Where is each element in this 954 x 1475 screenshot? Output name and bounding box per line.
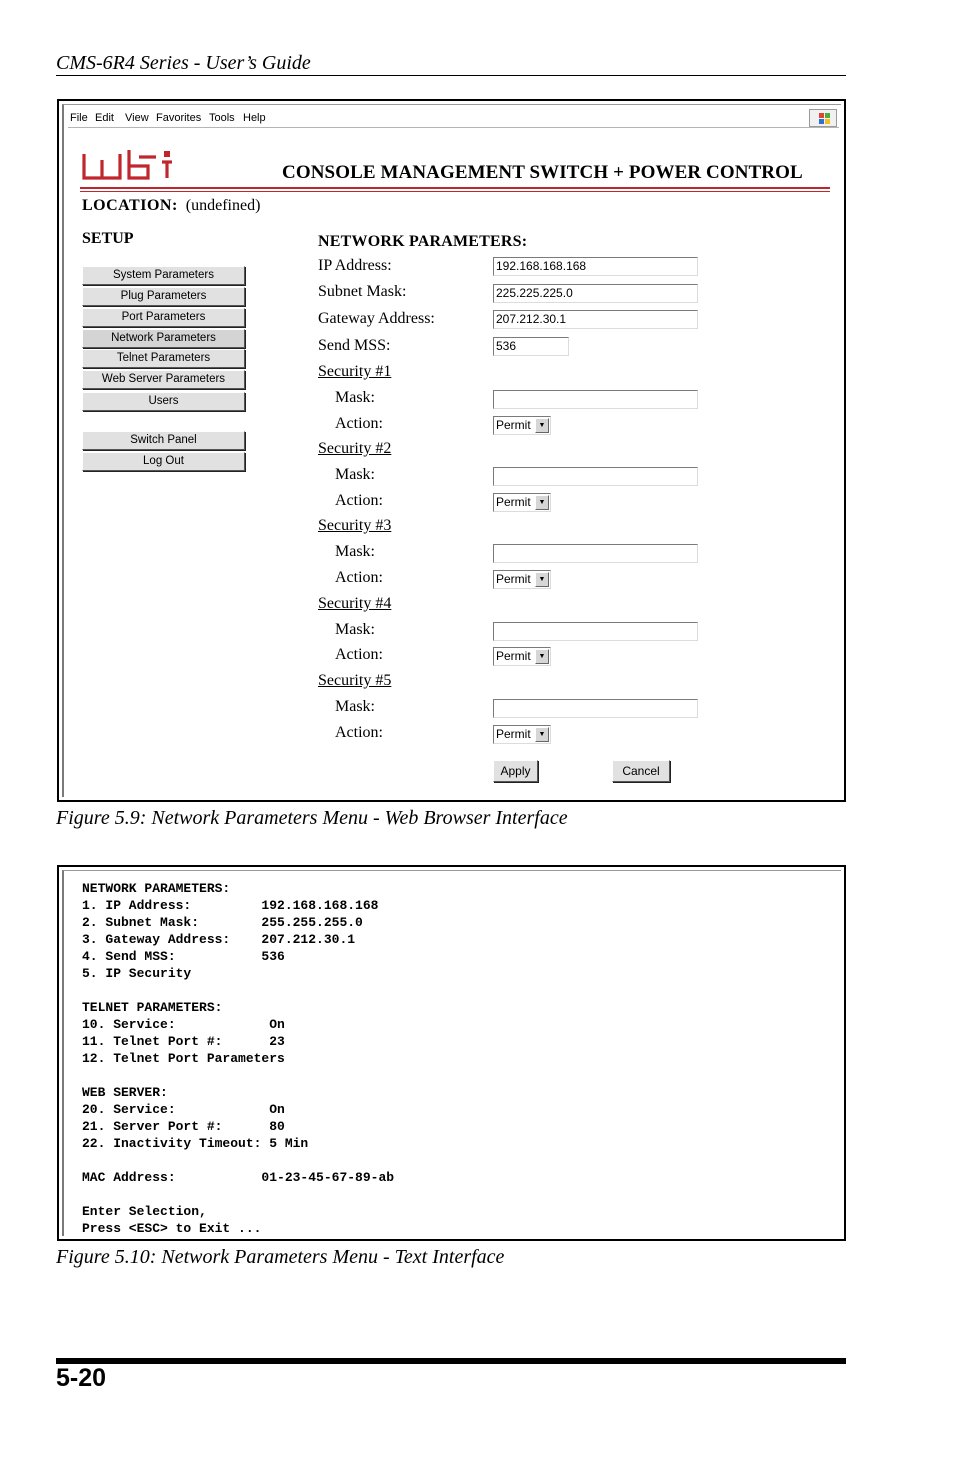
security-4-mask-label: Mask: <box>335 621 375 638</box>
security-1-action-label: Action: <box>335 415 383 432</box>
security-1-mask-label: Mask: <box>335 389 375 406</box>
app-title: CONSOLE MANAGEMENT SWITCH + POWER CONTROL <box>282 162 803 183</box>
security-3-label: Security #3 <box>318 517 392 534</box>
security-1-mask-input[interactable] <box>493 390 698 409</box>
dropdown-arrow-icon[interactable]: ▼ <box>535 572 549 587</box>
nav-log-out[interactable]: Log Out <box>82 452 245 471</box>
gateway-address-label: Gateway Address: <box>318 310 435 327</box>
nav-network-parameters[interactable]: Network Parameters <box>82 329 245 348</box>
dropdown-arrow-icon[interactable]: ▼ <box>535 418 549 433</box>
security-2-action-select[interactable] <box>493 493 551 512</box>
security-5-action-select[interactable] <box>493 725 551 744</box>
security-3-action-label: Action: <box>335 569 383 586</box>
figure-caption-web: Figure 5.9: Network Parameters Menu - Web Browser Interface <box>56 807 568 829</box>
wti-logo-icon <box>82 148 178 184</box>
ip-address-label: IP Address: <box>318 257 392 274</box>
nav-telnet-parameters[interactable]: Telnet Parameters <box>82 349 245 368</box>
title-rule <box>80 187 830 189</box>
security-2-action-label: Action: <box>335 492 383 509</box>
running-head: CMS-6R4 Series - User’s Guide <box>56 52 311 74</box>
figure-caption-text: Figure 5.10: Network Parameters Menu - Text Interface <box>56 1246 505 1268</box>
nav-plug-parameters[interactable]: Plug Parameters <box>82 287 245 306</box>
location-line <box>82 197 260 215</box>
page-number: 5-20 <box>56 1364 107 1392</box>
security-2-mask-input[interactable] <box>493 467 698 486</box>
nav-web-server-parameters[interactable]: Web Server Parameters <box>82 370 245 389</box>
security-5-action-label: Action: <box>335 724 383 741</box>
send-mss-input[interactable]: 536 <box>493 337 569 356</box>
subnet-mask-label: Subnet Mask: <box>318 283 407 300</box>
security-3-mask-input[interactable] <box>493 544 698 563</box>
nav-system-parameters[interactable]: System Parameters <box>82 266 245 285</box>
menu-help[interactable]: Help <box>243 112 266 124</box>
menu-view[interactable]: View <box>125 112 149 124</box>
header-rule <box>56 75 846 76</box>
terminal-line: 11. Telnet Port #: 23 <box>82 1034 285 1049</box>
terminal-line: 5. IP Security <box>82 966 192 981</box>
ip-address-input[interactable]: 192.168.168.168 <box>493 257 698 276</box>
security-2-action-value: Permit <box>496 495 531 509</box>
network-parameters-heading: NETWORK PARAMETERS: <box>318 233 528 250</box>
terminal-line <box>82 982 394 999</box>
apply-button[interactable]: Apply <box>493 760 538 782</box>
terminal-line: 21. Server Port #: 80 <box>82 1119 285 1134</box>
security-4-action-label: Action: <box>335 646 383 663</box>
security-3-action-select[interactable] <box>493 570 551 589</box>
security-1-action-select[interactable] <box>493 416 551 435</box>
menu-favorites[interactable]: Favorites <box>156 112 202 124</box>
security-5-mask-label: Mask: <box>335 698 375 715</box>
terminal-line: 3. Gateway Address: 207.212.30.1 <box>82 932 356 947</box>
security-5-mask-input[interactable] <box>493 699 698 718</box>
security-3-action-value: Permit <box>496 572 531 586</box>
dropdown-arrow-icon[interactable]: ▼ <box>535 649 549 664</box>
nav-port-parameters[interactable]: Port Parameters <box>82 308 245 327</box>
send-mss-label: Send MSS: <box>318 337 391 354</box>
terminal-line: 4. Send MSS: 536 <box>82 949 285 964</box>
gateway-address-input[interactable]: 207.212.30.1 <box>493 310 698 329</box>
terminal-line: WEB SERVER: <box>82 1085 168 1100</box>
terminal-line: Press <ESC> to Exit ... <box>82 1221 262 1236</box>
terminal-line <box>82 1067 394 1084</box>
terminal-line <box>82 1152 394 1169</box>
terminal-line: 20. Service: On <box>82 1102 285 1117</box>
security-4-label: Security #4 <box>318 595 392 612</box>
subnet-mask-input[interactable]: 225.225.225.0 <box>493 284 698 303</box>
browser-window <box>57 99 846 802</box>
browser-frame <box>62 104 841 797</box>
windows-flag-icon <box>809 109 837 127</box>
terminal-line: TELNET PARAMETERS: <box>82 1000 223 1015</box>
security-1-label: Security #1 <box>318 363 392 380</box>
terminal-line: 10. Service: On <box>82 1017 285 1032</box>
terminal-frame <box>62 870 841 1236</box>
terminal-line: 2. Subnet Mask: 255.255.255.0 <box>82 915 363 930</box>
terminal-line: Enter Selection, <box>82 1204 207 1219</box>
nav-users[interactable]: Users <box>82 392 245 411</box>
security-1-action-value: Permit <box>496 418 531 432</box>
terminal-line: MAC Address: 01-23-45-67-89-ab <box>82 1170 395 1185</box>
security-5-label: Security #5 <box>318 672 392 689</box>
terminal-text <box>82 880 394 1237</box>
terminal-line <box>82 1186 394 1203</box>
security-3-mask-label: Mask: <box>335 543 375 560</box>
menu-edit[interactable]: Edit <box>95 112 114 124</box>
dropdown-arrow-icon[interactable]: ▼ <box>535 727 549 742</box>
location-label: LOCATION: <box>82 197 178 214</box>
terminal-line: 1. IP Address: 192.168.168.168 <box>82 898 379 913</box>
terminal-line: 12. Telnet Port Parameters <box>82 1051 285 1066</box>
menu-bar <box>68 108 839 128</box>
terminal-line: 22. Inactivity Timeout: 5 Min <box>82 1136 309 1151</box>
title-rule-thin <box>80 191 830 192</box>
security-2-label: Security #2 <box>318 440 392 457</box>
terminal-line: NETWORK PARAMETERS: <box>82 881 231 896</box>
security-5-action-value: Permit <box>496 727 531 741</box>
security-4-action-value: Permit <box>496 649 531 663</box>
security-4-mask-input[interactable] <box>493 622 698 641</box>
cancel-button[interactable]: Cancel <box>612 760 670 782</box>
dropdown-arrow-icon[interactable]: ▼ <box>535 495 549 510</box>
nav-switch-panel[interactable]: Switch Panel <box>82 431 245 450</box>
menu-tools[interactable]: Tools <box>209 112 235 124</box>
location-value: (undefined) <box>185 197 261 214</box>
security-4-action-select[interactable] <box>493 647 551 666</box>
menu-file[interactable]: File <box>70 112 88 124</box>
terminal-window <box>57 865 846 1241</box>
setup-heading: SETUP <box>82 230 134 247</box>
security-2-mask-label: Mask: <box>335 466 375 483</box>
footer-rule <box>56 1358 846 1364</box>
